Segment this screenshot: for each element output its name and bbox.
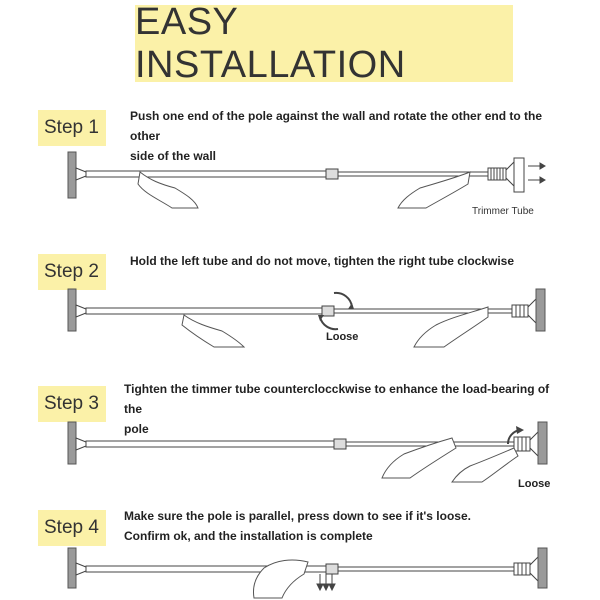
- left-end-cap: [76, 305, 86, 317]
- pole-joint: [326, 564, 338, 574]
- right-wall: [538, 548, 547, 588]
- step-4-tag: [38, 510, 106, 546]
- step-4-line-2: Confirm ok, and the installation is complete: [124, 529, 373, 543]
- step-1-label: Step 1: [44, 117, 99, 138]
- step-1-line-2: side of the wall: [130, 149, 217, 163]
- page-title: EASY INSTALLATION: [135, 0, 406, 86]
- pole-joint: [326, 169, 338, 179]
- right-hand-icon: [398, 172, 470, 208]
- right-end-cap: [528, 299, 536, 323]
- right-end-cap: [530, 557, 538, 581]
- trimmer-tube: [512, 305, 528, 317]
- step-1-line-1: Push one end of the pole against the wall and rotate the other end to the other: [130, 109, 543, 143]
- pole-left-tube: [86, 308, 326, 314]
- step-4-illustration: [0, 546, 600, 600]
- right-wall: [536, 289, 545, 331]
- step-4-label: Step 4: [44, 517, 99, 538]
- step-2-loose-label: Loose: [326, 331, 359, 343]
- left-end-cap: [76, 168, 86, 180]
- left-wall: [68, 289, 76, 331]
- left-wall: [68, 422, 76, 464]
- pole-joint: [334, 439, 346, 449]
- left-hand-icon: [182, 315, 244, 347]
- push-arrows: [528, 163, 545, 183]
- step-1-illustration: [0, 150, 600, 210]
- trimmer-tube: [488, 168, 506, 180]
- right-end-cap: [506, 162, 514, 186]
- trimmer-tube: [514, 563, 530, 575]
- title-banner: [135, 0, 513, 86]
- right-wall: [538, 422, 547, 464]
- step-3-illustration: [0, 418, 600, 483]
- step-3-line-2: pole: [124, 422, 149, 436]
- step-2-line-1: Hold the left tube and do not move, tighten the right tube clockwise: [130, 254, 515, 268]
- left-wall: [68, 548, 76, 588]
- step-2-label: Step 2: [44, 261, 99, 282]
- step-4-instructions: [124, 506, 569, 546]
- step-3-label: Step 3: [44, 393, 99, 414]
- step-2-illustration: [0, 285, 600, 350]
- pole-right-tube: [338, 567, 514, 571]
- step-3-tag: [38, 386, 106, 422]
- left-wall: [68, 152, 76, 198]
- step-4-line-1: Make sure the pole is parallel, press down to see if it's loose.: [124, 509, 471, 523]
- press-down-arrows: [317, 574, 335, 590]
- trimmer-tube-label: Trimmer Tube: [472, 206, 534, 217]
- pole-joint: [322, 306, 334, 316]
- step-2-instructions: [130, 251, 575, 271]
- left-end-cap: [76, 563, 86, 575]
- pole-left-tube: [86, 171, 330, 177]
- step-3-loose-label: Loose: [518, 478, 551, 490]
- trimmer-tube: [514, 437, 530, 451]
- pole-left-tube: [86, 441, 338, 447]
- right-hand-icon: [452, 448, 518, 482]
- right-end-pad: [514, 158, 524, 192]
- step-1-tag: [38, 110, 106, 146]
- right-end-cap: [530, 432, 538, 456]
- step-3-line-1: Tighten the timmer tube counterclocckwise to enhance the load-bearing of the: [124, 382, 550, 416]
- left-end-cap: [76, 438, 86, 450]
